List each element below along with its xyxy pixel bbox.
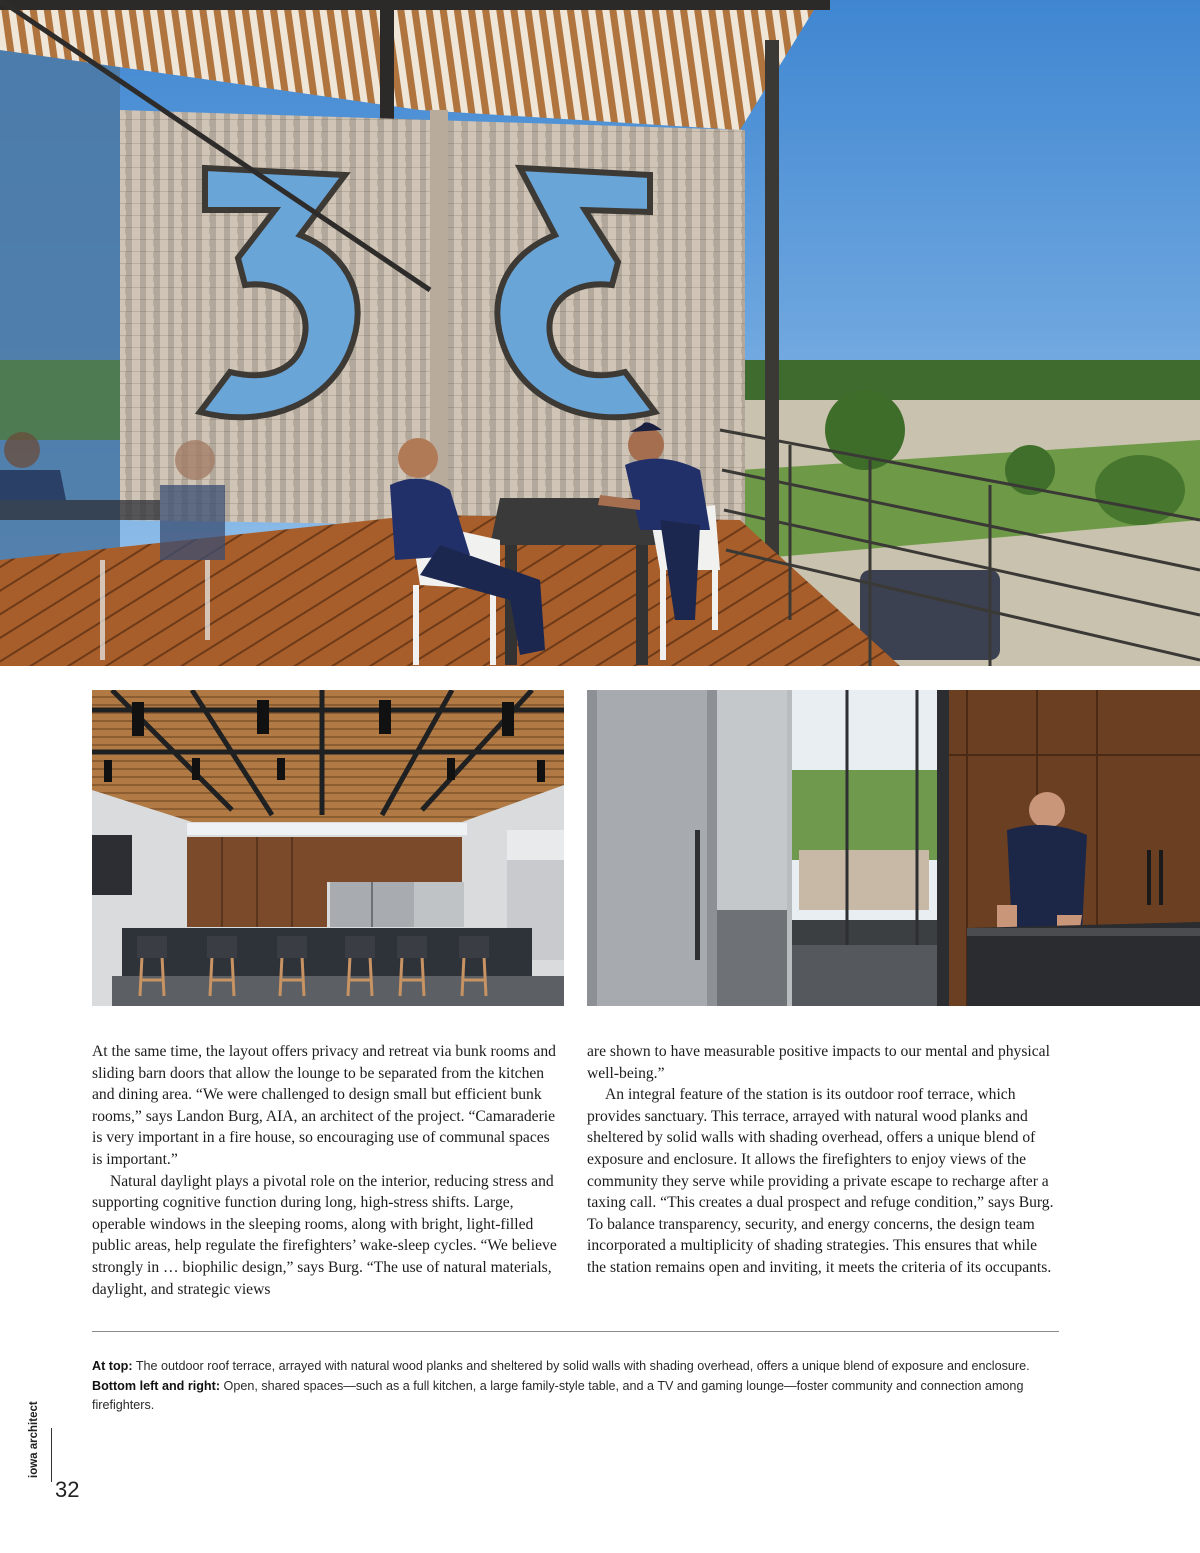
caption-divider (92, 1331, 1059, 1332)
article-paragraph: At the same time, the layout offers privacy and retreat via bunk rooms and sliding barn doors that allow the lounge to be separated from the kitchen and dining area. “We were challenged to design small but efficient bunk rooms,” says Landon Burg, AIA, an architect of the project. “Camaraderie is very important in a fire house, so encouraging use of communal spaces is important.” (92, 1043, 556, 1168)
magazine-name: iowa architect (28, 1401, 40, 1478)
page-number: 32 (55, 1477, 80, 1502)
folio-divider (51, 1428, 52, 1482)
article-paragraph: Natural daylight plays a pivotal role on the interior, reducing stress and supporting cognitive function during long, high-stress shifts. Large, operable windows in the sleeping rooms, along with bright, light-filled public areas, help regulate the firefighters’ wake-sleep cycles. “We believe strongly in … biophilic design,” says Burg. “The use of natural materials, daylight, and strategic views (92, 1172, 557, 1298)
kitchen-photo (92, 690, 564, 1006)
roof-terrace-illustration (0, 0, 1200, 666)
photo-caption (92, 1357, 1059, 1416)
dining-illustration (587, 690, 1200, 1006)
hero-photo-roof-terrace (0, 0, 1200, 666)
article-paragraph: are shown to have measurable positive impacts to our mental and physical well-being.” (587, 1043, 1050, 1082)
kitchen-illustration (92, 690, 564, 1006)
dining-photo (587, 690, 1200, 1006)
caption-text-top: The outdoor roof terrace, arrayed with natural wood planks and sheltered by solid walls with shading overhead, offers a unique blend of exposure and enclosure. (132, 1359, 1030, 1373)
article-column-left (92, 1041, 564, 1300)
caption-label-top: At top: (92, 1359, 133, 1373)
caption-label-bottom: Bottom left and right: (92, 1378, 221, 1393)
caption-text-bottom: Open, shared spaces—such as a full kitchen, a large family-style table, and a TV and gaming lounge—foster community and connection among firefighters. (92, 1378, 1024, 1413)
article-paragraph: An integral feature of the station is its outdoor roof terrace, which provides sanctuary. This terrace, arrayed with natural wood planks and sheltered by solid walls with shading overhead, offers a unique blend of exposure and enclosure. It allows the firefighters to enjoy views of the community they serve while providing a private escape to recharge after a taxing call. “This creates a dual prospect and refuge condition,” says Burg. To balance transparency, security, and energy concerns, the design team incorporated a multiplicity of shading strategies. This ensures that while the station remains open and inviting, it meets the criteria of its occupants. (587, 1086, 1054, 1276)
article-column-right (587, 1041, 1059, 1279)
